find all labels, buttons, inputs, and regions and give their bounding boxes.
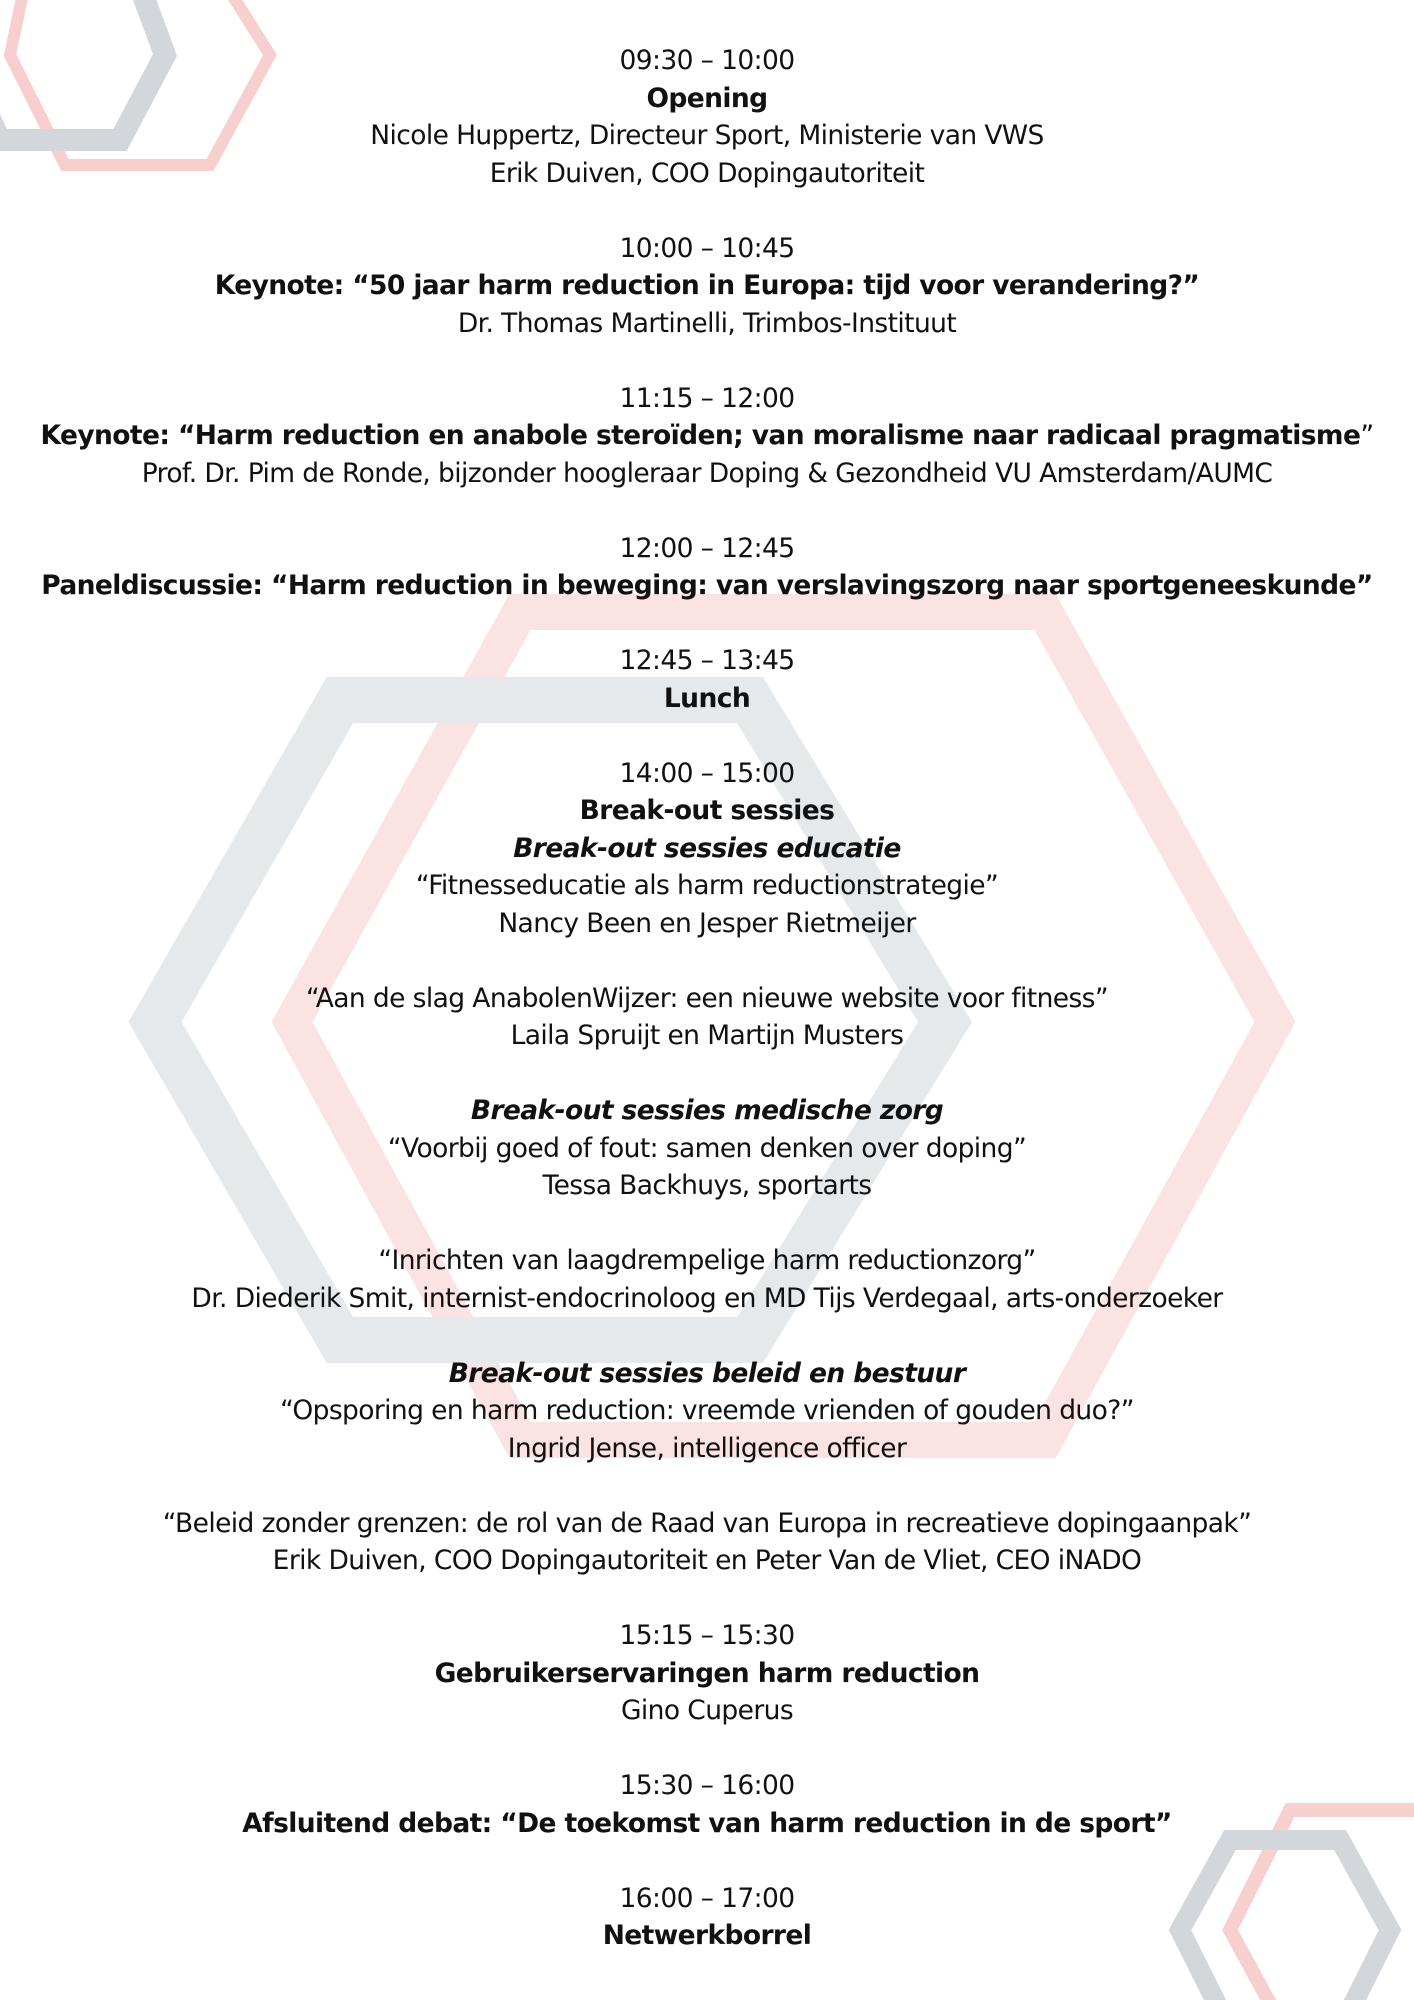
breakout-session-speakers: Nancy Been en Jesper Rietmeijer bbox=[498, 907, 916, 939]
breakout-session-speakers: Dr. Diederik Smit, internist-endocrinoloog en MD Tijs Verdegaal, arts-onderzoeker bbox=[191, 1282, 1223, 1314]
breakout-session-speakers: Laila Spruijt en Martijn Musters bbox=[510, 1020, 904, 1051]
breakout-session-title: “Opsporing en harm reduction: vreemde vrienden of gouden duo?” bbox=[280, 1395, 1134, 1426]
speaker: Prof. Dr. Pim de Ronde, bijzonder hoogleraar Doping & Gezondheid VU Amsterdam/AUMC bbox=[141, 457, 1273, 489]
program-block-gebruikerservaringen bbox=[0, 1617, 1414, 1730]
session-title: Lunch bbox=[663, 682, 751, 714]
breakout-session-title: “Aan de slag AnabolenWijzer: een nieuwe website voor fitness” bbox=[305, 982, 1109, 1014]
session-title: Keynote: “50 jaar harm reduction in Europa: tijd voor verandering?” bbox=[214, 270, 1200, 301]
time-slot: 10:00 – 10:45 bbox=[619, 232, 795, 264]
time-slot: 12:45 – 13:45 bbox=[619, 645, 795, 676]
time-slot: 15:30 – 16:00 bbox=[619, 1770, 795, 1801]
breakout-session-title: “Beleid zonder grenzen: de rol van de Raad van Europa in recreatieve dopingaanpak” bbox=[162, 1507, 1252, 1539]
speaker: Nicole Huppertz, Directeur Sport, Ministerie van VWS bbox=[370, 120, 1044, 151]
time-slot: 16:00 – 17:00 bbox=[619, 1882, 795, 1914]
session-title: Gebruikerservaringen harm reduction bbox=[434, 1657, 980, 1689]
breakout-heading-beleid: Break-out sessies beleid en bestuur bbox=[448, 1357, 966, 1389]
breakout-heading-educatie: Break-out sessies educatie bbox=[513, 832, 901, 864]
speaker: Gino Cuperus bbox=[620, 1695, 794, 1726]
program-block-keynote-2 bbox=[0, 380, 1414, 493]
breakout-heading-medisch: Break-out sessies medische zorg bbox=[470, 1095, 944, 1126]
session-title: Netwerkborrel bbox=[602, 1920, 812, 1951]
program-schedule bbox=[0, 42, 1414, 1955]
program-block-debat bbox=[0, 1767, 1414, 1842]
time-slot: 14:00 – 15:00 bbox=[619, 757, 795, 789]
time-slot: 15:15 – 15:30 bbox=[619, 1620, 795, 1651]
session-title: Break-out sessies bbox=[579, 795, 835, 826]
program-block-netwerkborrel bbox=[0, 1880, 1414, 1955]
program-block-keynote-1 bbox=[0, 230, 1414, 343]
program-block-panel bbox=[0, 530, 1414, 605]
program-block-lunch bbox=[0, 642, 1414, 717]
session-title: Afsluitend debat: “De toekomst van harm reduction in de sport” bbox=[242, 1807, 1172, 1839]
program-block-breakout bbox=[0, 755, 1414, 1580]
breakout-session-title: “Voorbij goed of fout: samen denken over doping” bbox=[387, 1132, 1027, 1164]
session-title: Paneldiscussie: “Harm reduction in beweging: van verslavingszorg naar sportgeneeskunde” bbox=[41, 570, 1373, 601]
speaker: Erik Duiven, COO Dopingautoriteit bbox=[489, 157, 925, 189]
breakout-session-speakers: Erik Duiven, COO Dopingautoriteit en Peter Van de Vliet, CEO iNADO bbox=[272, 1545, 1142, 1576]
breakout-session-speakers: Tessa Backhuys, sportarts bbox=[542, 1170, 872, 1201]
time-slot: 09:30 – 10:00 bbox=[619, 45, 795, 76]
session-title: Keynote: “Harm reduction en anabole steroïden; van moralisme naar radicaal pragmatisme bbox=[40, 420, 1361, 451]
session-title: Opening bbox=[646, 82, 768, 114]
time-slot: 12:00 – 12:45 bbox=[619, 532, 795, 564]
breakout-session-speakers: Ingrid Jense, intelligence officer bbox=[507, 1432, 907, 1464]
speaker: Dr. Thomas Martinelli, Trimbos-Instituut bbox=[457, 307, 957, 339]
program-block-opening bbox=[0, 42, 1414, 192]
time-slot: 11:15 – 12:00 bbox=[619, 382, 795, 414]
breakout-session-title: “Fitnesseducatie als harm reductionstrategie” bbox=[415, 870, 999, 901]
session-title-line bbox=[0, 417, 1414, 455]
closing-quote: ” bbox=[1360, 420, 1374, 451]
breakout-session-title: “Inrichten van laagdrempelige harm reductionzorg” bbox=[378, 1245, 1036, 1276]
